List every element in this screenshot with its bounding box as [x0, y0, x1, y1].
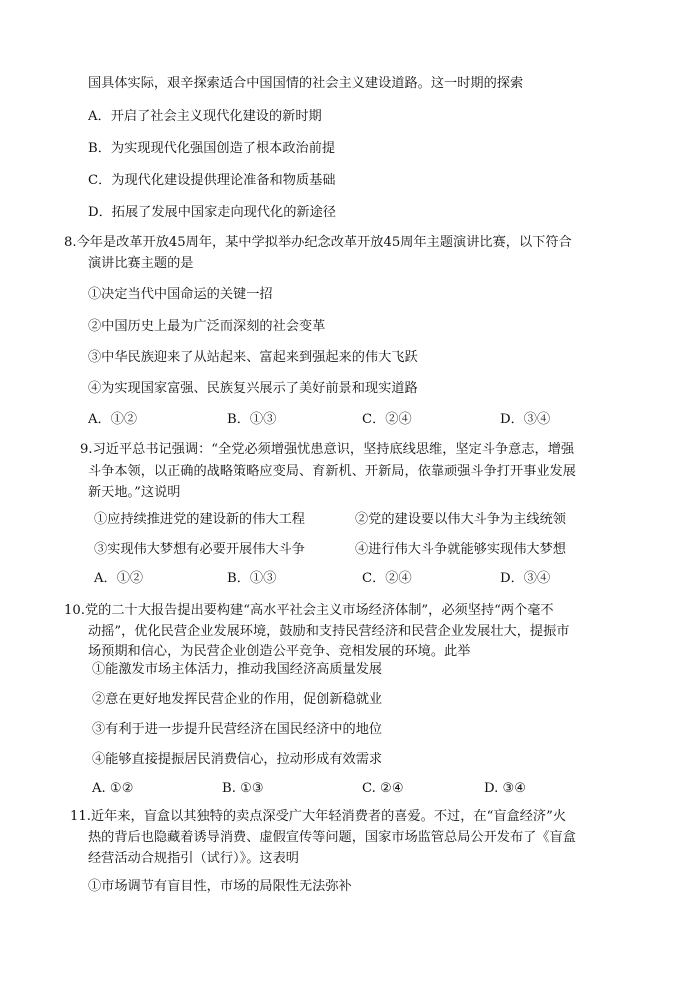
question-9-choice-d: D．③④: [500, 571, 551, 586]
question-10-choice-c: C. ②④: [362, 781, 404, 796]
answer-option-d: D．拓展了发展中国家走向现代化的新途径: [88, 205, 336, 220]
question-10-choice-a: A. ①②: [92, 781, 134, 796]
question-9-stem-line-2: 斗争本领，以正确的战略策略应变局、育新机、开新局，依靠顽强斗争打开事业发展: [88, 464, 576, 479]
question-11-stem-line-3: 经营活动合规指引（试行）》。这表明: [88, 851, 299, 866]
question-8-statement-4: ④为实现国家富强、民族复兴展示了美好前景和现实道路: [88, 381, 418, 396]
question-8-statement-2: ②中国历史上最为广泛而深刻的社会变革: [88, 319, 326, 334]
question-8-choice-c: C．②④: [362, 412, 412, 427]
question-11-stem-line-1: 11.近年来，盲盒以其独特的卖点深受广大年轻消费者的喜爱。不过，在“盲盒经济”火: [70, 809, 567, 824]
question-9-statement-3: ③实现伟大梦想有必要开展伟大斗争: [94, 542, 305, 557]
answer-option-b: B．为实现现代化强国创造了根本政治前提: [88, 141, 336, 156]
answer-option-a: A．开启了社会主义现代化建设的新时期: [88, 109, 322, 124]
question-9-statement-1: ①应持续推进党的建设新的伟大工程: [94, 512, 305, 527]
question-9-stem-line-3: 新天地。”这说明: [88, 485, 181, 500]
question-8-statement-1: ①决定当代中国命运的关键一招: [88, 287, 273, 302]
question-8-stem-line-1: 8.今年是改革开放45周年，某中学拟举办纪念改革开放45周年主题演讲比赛，以下符合: [64, 235, 572, 250]
question-9-choice-b: B．①③: [227, 571, 277, 586]
question-11-stem-line-2: 热的背后也隐藏着诱导消费、虚假宣传等问题，国家市场监管总局公开发布了《盲盒: [88, 830, 576, 845]
question-8-choice-b: B．①③: [227, 412, 277, 427]
answer-option-c: C．为现代化建设提供理论准备和物质基础: [88, 173, 336, 188]
question-10-statement-1: ①能激发市场主体活力，推动我国经济高质量发展: [92, 662, 383, 677]
question-10-statement-4: ④能够直接提振居民消费信心，拉动形成有效需求: [92, 752, 383, 767]
question-8-choice-a: A．①②: [88, 412, 138, 427]
question-stem-line: 国具体实际，艰辛探索适合中国国情的社会主义建设道路。这一时期的探索: [88, 76, 524, 91]
question-10-choice-d: D. ③④: [484, 781, 527, 796]
question-9-stem-line-1: 9.习近平总书记强调：“全党必须增强忧患意识，坚持底线思维，坚定斗争意志，增强: [80, 442, 575, 457]
question-9-statement-4: ④进行伟大斗争就能够实现伟大梦想: [355, 542, 566, 557]
question-11-statement-1: ①市场调节有盲目性，市场的局限性无法弥补: [88, 879, 352, 894]
question-10-choice-b: B. ①③: [222, 781, 264, 796]
question-8-stem-line-2: 演讲比赛主题的是: [88, 256, 194, 271]
question-10-statement-2: ②意在更好地发挥民营企业的作用，促创新稳就业: [92, 692, 383, 707]
question-9-choice-a: A．①②: [94, 571, 144, 586]
question-8-choice-d: D．③④: [500, 412, 551, 427]
question-8-statement-3: ③中华民族迎来了从站起来、富起来到强起来的伟大飞跃: [88, 350, 418, 365]
question-9-choice-c: C．②④: [362, 571, 412, 586]
question-9-statement-2: ②党的建设要以伟大斗争为主线统领: [355, 512, 566, 527]
question-10-stem-line-2: 动摇”，优化民营企业发展环境，鼓励和支持民营经济和民营企业发展壮大，提振市: [88, 624, 570, 639]
question-10-statement-3: ③有利于进一步提升民营经济在国民经济中的地位: [92, 722, 383, 737]
question-10-stem-line-1: 10.党的二十大报告提出要构建“高水平社会主义市场经济体制”，必须坚持“两个毫不: [64, 603, 554, 618]
question-10-stem-line-3: 场预期和信心，为民营企业创造公平竞争、竞相发展的环境。此举: [88, 644, 471, 659]
